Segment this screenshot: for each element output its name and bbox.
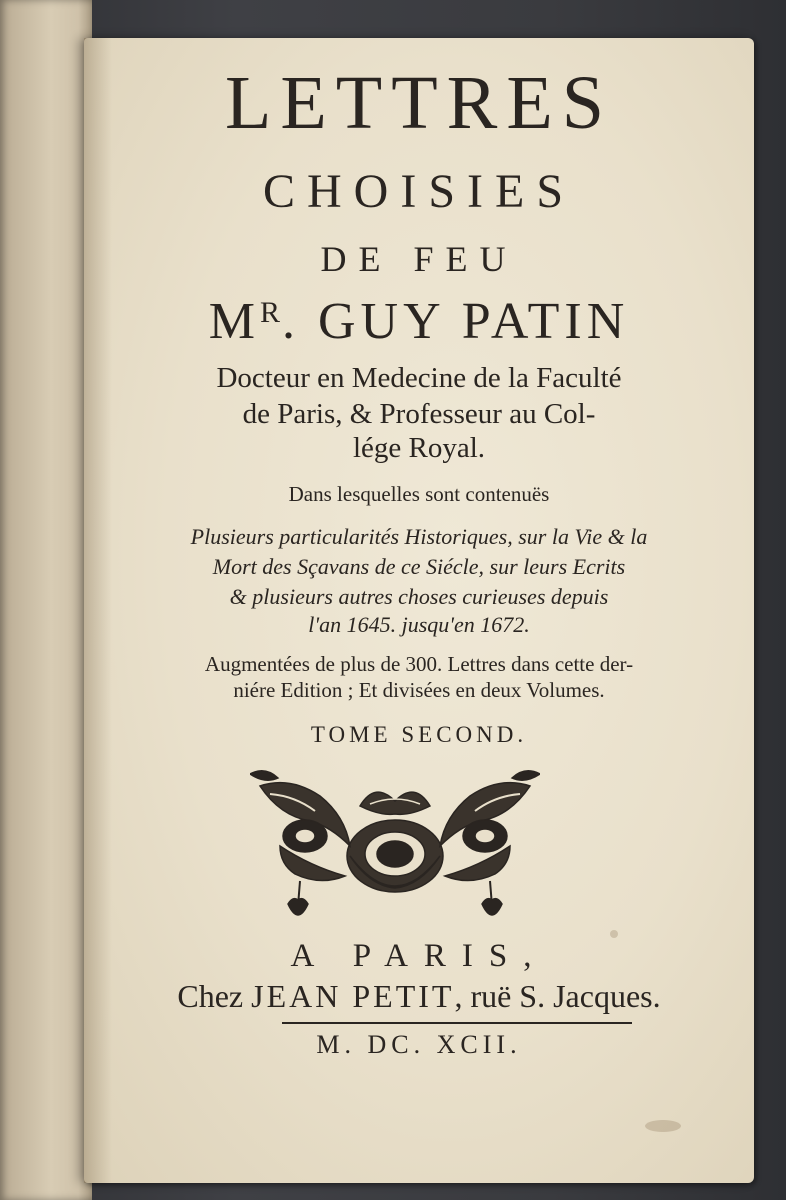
imprint-year: M. DC. XCII. (316, 1030, 522, 1059)
floral-vignette-icon (250, 766, 540, 926)
subtitle-line-3: lége Royal. (352, 432, 486, 464)
title-line-2: CHOISIES (262, 165, 576, 218)
title-line-1: LETTRES (224, 61, 614, 145)
imprint-city: A PARIS, (290, 938, 548, 974)
author-name (84, 292, 754, 351)
contents-intro: Dans lesquelles sont contenuës (288, 482, 550, 506)
imprint-printer-line (84, 978, 754, 1015)
title-page-text (84, 0, 754, 1200)
description-line-4: l'an 1645. jusqu'en 1672. (308, 612, 530, 637)
imprint-street: , ruë S. Jacques. (454, 978, 661, 1014)
imprint-chez: Chez (177, 978, 252, 1014)
author-surname: . GUY PATIN (281, 293, 630, 350)
augmented-line-2: niére Edition ; Et divisées en deux Volumes. (233, 678, 605, 702)
title-line-3: DE FEU (320, 239, 518, 279)
subtitle-line-2: de Paris, & Professeur au Col- (242, 398, 596, 430)
description-line-3: & plusieurs autres choses curieuses depuis (229, 584, 609, 609)
left-facing-page (0, 0, 92, 1200)
subtitle-line-1: Docteur en Medecine de la Faculté (216, 362, 622, 394)
author-prefix-superscript: R (259, 296, 282, 329)
description-line-1: Plusieurs particularités Historiques, sur la Vie & la (190, 524, 648, 549)
volume-label: TOME SECOND. (310, 722, 528, 747)
imprint-printer: JEAN PETIT (251, 978, 455, 1014)
author-prefix: M (208, 293, 260, 350)
description-line-2: Mort des Sçavans de ce Siécle, sur leurs Ecrits (212, 554, 626, 579)
augmented-line-1: Augmentées de plus de 300. Lettres dans cette der- (204, 652, 634, 676)
imprint-rule (282, 1022, 632, 1024)
